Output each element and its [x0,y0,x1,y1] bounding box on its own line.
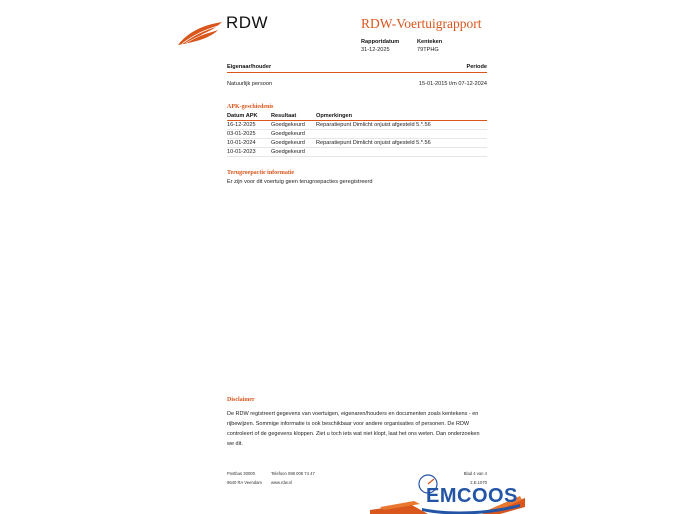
rapportdatum-label: Rapportdatum [361,39,400,45]
footer-code: 2.E.1070 [470,480,487,485]
apk-resultaat: Goedgekeurd [271,121,316,130]
rapportdatum-value: 31-12-2025 [361,47,390,53]
rdw-logo-text: RDW [226,13,269,32]
apk-opmerking [316,130,487,139]
emcoos-brand-text: EMCOOS [426,485,518,507]
table-row [227,139,487,148]
owner-type: Natuurlijk persoon [227,81,273,87]
footer-city: 9640 RA Veendam [227,480,262,485]
owner-header-left: Eigenaar/houder [227,64,272,70]
report-title: RDW-Voertuigrapport [361,16,482,31]
kenteken-value: 79TPHG [417,47,439,53]
footer-page: Blad 4 van 4 [463,471,487,476]
footer-web[interactable]: www.rdw.nl [271,480,292,485]
apk-col-resultaat: Resultaat [271,112,316,121]
apk-datum: 10-01-2023 [227,148,271,157]
apk-table-header [227,112,487,121]
apk-col-opmerkingen: Opmerkingen [316,112,487,121]
apk-table [227,112,487,157]
owner-divider [227,72,487,73]
footer-phone: Telefoon 088 008 74 47 [271,471,315,476]
emcoos-watermark-icon [370,474,525,514]
apk-resultaat: Goedgekeurd [271,148,316,157]
recall-heading: Terugroepactie informatie [227,170,295,176]
owner-header-right: Periode [466,64,487,70]
table-row [227,148,487,157]
table-row [227,121,487,130]
disclaimer-heading: Disclaimer [227,397,255,403]
apk-resultaat: Goedgekeurd [271,130,316,139]
disclaimer-text: De RDW registreert gegevens van voertuigen, eigenaren/houders en documenten zoals kentekens - en rijbewijzen. Sommige informatie is ook beschikbaar voor andere organisaties of personen. De RDW controleert of de gegevens kloppen. Ziet u toch iets wat niet klopt, laat het ons weten. Dan onderzoeken we dit. [227,411,480,447]
kenteken-label: Kenteken [417,39,443,45]
apk-opmerking [316,148,487,157]
apk-opmerking: Reparatiepunt Dimlicht onjuist afgesteld 5.*.56 [316,139,487,148]
apk-opmerking: Reparatiepunt Dimlicht onjuist afgesteld 5.*.56 [316,121,487,130]
apk-datum: 10-01-2024 [227,139,271,148]
apk-resultaat: Goedgekeurd [271,139,316,148]
apk-heading: APK-geschiedenis [227,104,274,110]
rdw-logo-icon [178,22,222,46]
owner-period: 15-01-2015 t/m 07-12-2024 [418,81,487,87]
recall-text: Er zijn voor dit voertuig geen terugroepacties geregistreerd [227,179,373,185]
apk-datum: 16-12-2025 [227,121,271,130]
apk-col-datum: Datum APK [227,112,271,121]
apk-datum: 03-01-2025 [227,130,271,139]
footer-postbus: Postbus 30000 [227,471,255,476]
table-row [227,130,487,139]
